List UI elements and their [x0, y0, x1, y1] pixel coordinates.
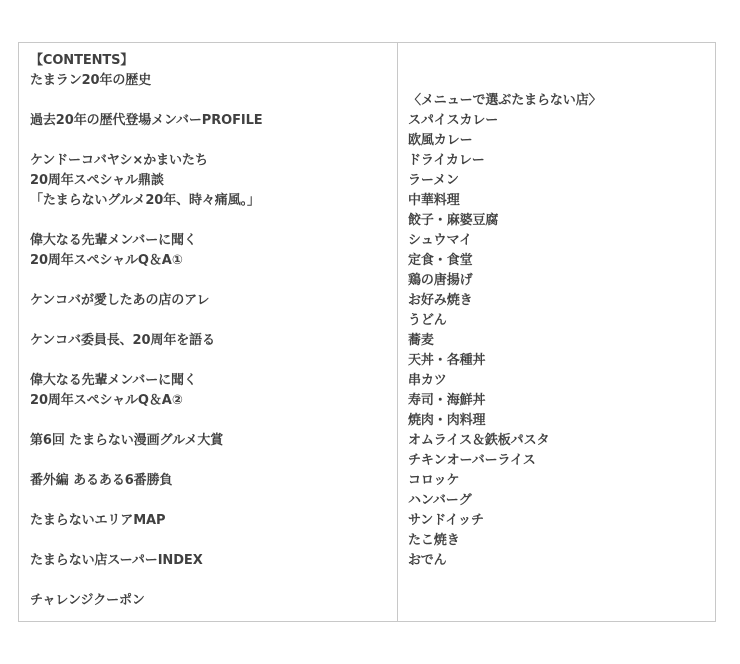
menu-index-item: おでん [408, 553, 447, 568]
contents-line [30, 211, 397, 231]
contents-line: 過去20年の歴代登場メンバーPROFILE [30, 113, 263, 128]
menu-index-item: 定食・食堂 [408, 253, 473, 268]
contents-line: 第6回 たまらない漫画グルメ大賞 [30, 433, 224, 448]
contents-line [30, 351, 397, 371]
menu-index-item: オムライス＆鉄板パスタ [408, 433, 550, 448]
menu-index-heading: 〈メニューで選ぶたまらない店〉 [408, 93, 602, 108]
contents-line [30, 271, 397, 291]
menu-index-item: ハンバーグ [408, 493, 472, 508]
menu-index-item: コロッケ [408, 473, 460, 488]
contents-line: 20周年スペシャルQ＆A② [30, 393, 183, 408]
menu-index-item: 寿司・海鮮丼 [408, 393, 486, 408]
menu-index-line [408, 71, 715, 91]
menu-index-item: スパイスカレー [408, 113, 499, 128]
contents-line [30, 311, 397, 331]
menu-index-item: チキンオーバーライス [408, 453, 536, 468]
contents-line: 偉大なる先輩メンバーに聞く [30, 233, 197, 248]
contents-line [30, 91, 397, 111]
menu-index-item: うどん [408, 313, 447, 328]
contents-line: ケンコバが愛したあの店のアレ [30, 293, 210, 308]
contents-line: 番外編 あるある6番勝負 [30, 473, 173, 488]
menu-index-item: たこ焼き [408, 533, 460, 548]
contents-line: ケンドーコバヤシ×かまいたち [30, 153, 208, 168]
contents-line: 「たまらないグルメ20年、時々痛風。」 [30, 193, 260, 208]
menu-index-item: お好み焼き [408, 293, 473, 308]
contents-line: 偉大なる先輩メンバーに聞く [30, 373, 197, 388]
menu-index-item: 餃子・麻婆豆腐 [408, 213, 499, 228]
menu-index-line [408, 51, 715, 71]
contents-line: 【CONTENTS】 [30, 53, 134, 68]
contents-line: たまらない店スーパーINDEX [30, 553, 203, 568]
menu-index-item: シュウマイ [408, 233, 472, 248]
contents-line [30, 531, 397, 551]
contents-line [30, 491, 397, 511]
contents-line: たまラン20年の歴史 [30, 73, 152, 88]
contents-line [30, 571, 397, 591]
menu-index-item: サンドイッチ [408, 513, 484, 528]
menu-index-item: 串カツ [408, 373, 447, 388]
contents-line: チャレンジクーポン [30, 593, 145, 608]
menu-index-item: 焼肉・肉料理 [408, 413, 486, 428]
contents-line: 20周年スペシャルQ＆A① [30, 253, 183, 268]
contents-line [30, 131, 397, 151]
contents-line: 20周年スペシャル鼎談 [30, 173, 164, 188]
menu-index-item: 鶏の唐揚げ [408, 273, 473, 288]
menu-index-item: ラーメン [408, 173, 459, 188]
contents-line: たまらないエリアMAP [30, 513, 166, 528]
contents-line [30, 411, 397, 431]
menu-index-item: ドライカレー [408, 153, 485, 168]
contents-line [30, 451, 397, 471]
menu-index-item: 欧風カレー [408, 133, 473, 148]
contents-line: ケンコバ委員長、20周年を語る [30, 333, 215, 348]
menu-index-item: 天丼・各種丼 [408, 353, 486, 368]
menu-index-item: 蕎麦 [408, 333, 434, 348]
contents-left-column [19, 43, 398, 621]
menu-index-column [398, 43, 715, 621]
menu-index-item: 中華料理 [408, 193, 460, 208]
contents-table [18, 42, 716, 622]
